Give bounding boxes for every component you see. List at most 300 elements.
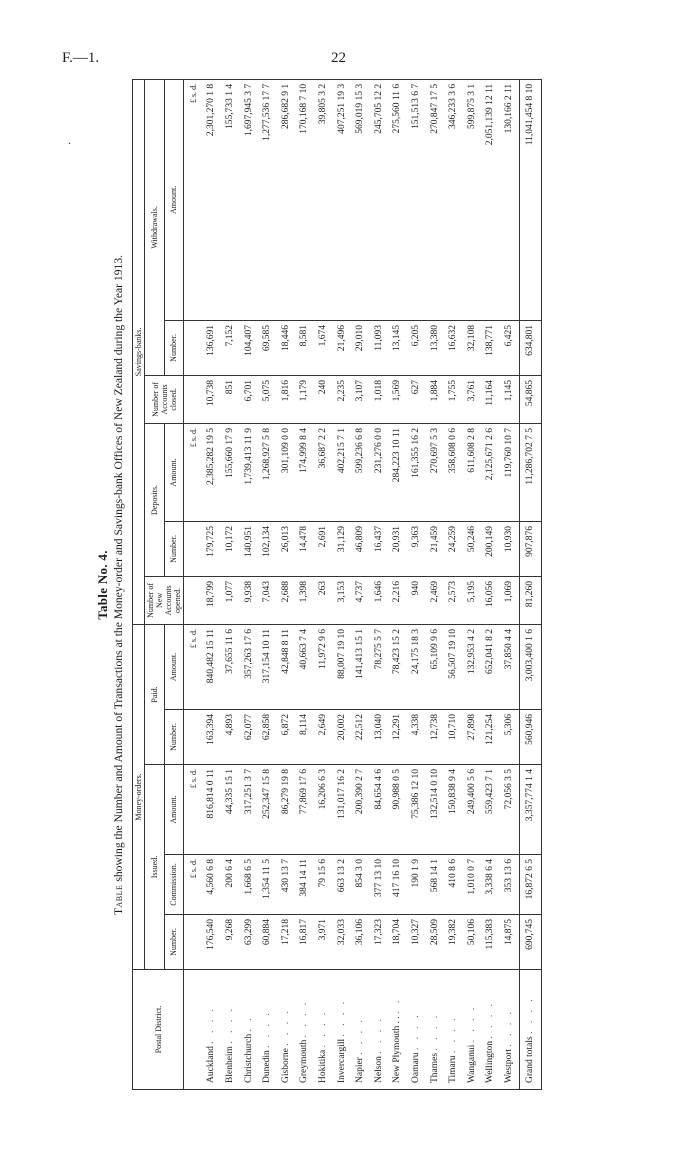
- new-accounts-cell: 16,056: [482, 576, 501, 624]
- withdrawals-number-cell: 69,585: [258, 320, 277, 375]
- currency-row: [184, 79, 203, 1089]
- district-cell: [519, 970, 541, 1090]
- district-cell: [389, 970, 408, 1090]
- withdrawals-amount-cell: 1,277,536 17 7: [258, 79, 277, 320]
- dot-leader: . . . .: [224, 1006, 235, 1044]
- issued-number-cell: 14,875: [500, 915, 519, 970]
- table-row: [240, 79, 259, 1089]
- paid-amount-cell: 3,003,400 1 6: [519, 624, 541, 709]
- paid-amount-cell: 652,041 8 2: [482, 624, 501, 709]
- withdrawals-amount-cell: 2,301,270 1 8: [203, 79, 222, 320]
- paid-number-cell: 12,291: [389, 710, 408, 765]
- district-name: Greymouth: [299, 1039, 310, 1083]
- issued-number-cell: 36,106: [351, 915, 370, 970]
- issued-amount-cell: 252,347 15 8: [258, 765, 277, 855]
- withdrawals-amount-cell: 1,697,945 3 7: [240, 79, 259, 320]
- deposits-number-cell: 20,931: [389, 521, 408, 576]
- deposits-number-cell: 102,134: [258, 521, 277, 576]
- district-cell: [370, 970, 389, 1090]
- issued-amount-cell: 44,335 15 1: [221, 765, 240, 855]
- paid-number-cell: 10,710: [444, 710, 463, 765]
- accounts-closed-cell: 5,075: [258, 375, 277, 423]
- rotated-table-block: [95, 80, 655, 1090]
- dot-leader: . . . .: [485, 1001, 496, 1039]
- district-cell: [277, 970, 296, 1090]
- district-name: Gisborne: [280, 1048, 291, 1083]
- accounts-closed-cell: 54,865: [519, 375, 541, 423]
- issued-number-cell: 9,268: [221, 915, 240, 970]
- new-accounts-cell: 1,069: [500, 576, 519, 624]
- table-row: [277, 79, 296, 1089]
- dot-leader: . . . .: [503, 1008, 514, 1047]
- dot-leader: . . . .: [355, 1017, 366, 1055]
- withdrawals-number-header: Number.: [164, 320, 184, 375]
- district-cell: [314, 970, 333, 1090]
- issued-commission-cell: 568 14 1: [426, 855, 445, 915]
- stray-mark: .: [68, 133, 71, 147]
- new-accounts-cell: 2,688: [277, 576, 296, 624]
- issued-amount-cell: 150,838 9 4: [444, 765, 463, 855]
- new-accounts-cell: 4,737: [351, 576, 370, 624]
- district-name: Timaru: [448, 1055, 459, 1083]
- paid-number-cell: 121,254: [482, 710, 501, 765]
- district-name: Wanganui: [466, 1044, 477, 1083]
- issued-commission-cell: 3,338 6 4: [482, 855, 501, 915]
- table-row: [351, 79, 370, 1089]
- withdrawals-amount-cell: 286,682 9 1: [277, 79, 296, 320]
- issued-commission-cell: 384 14 11: [296, 855, 315, 915]
- issued-commission-cell: 854 3 0: [351, 855, 370, 915]
- issued-amount-cell: 86,279 19 8: [277, 765, 296, 855]
- deposits-number-header: Number.: [164, 521, 184, 576]
- issued-number-cell: 17,218: [277, 915, 296, 970]
- district-name: Dunedin: [262, 1050, 273, 1083]
- accounts-closed-header: Number of Accounts closed.: [145, 375, 184, 423]
- dot-leader: . . . .: [524, 996, 535, 1034]
- dot-leader: . . . .: [466, 1004, 477, 1043]
- district-cell: [463, 970, 482, 1090]
- issued-number-cell: 115,383: [482, 915, 501, 970]
- table-row: [500, 79, 519, 1089]
- issued-commission-cell: 1,010 0 7: [463, 855, 482, 915]
- paid-number-cell: 163,394: [203, 710, 222, 765]
- district-name: Westport: [503, 1048, 514, 1083]
- accounts-closed-cell: 10,738: [203, 375, 222, 423]
- district-cell: [482, 970, 501, 1090]
- paid-header: Paid.: [145, 624, 165, 764]
- withdrawals-amount-cell: 155,733 1 4: [221, 79, 240, 320]
- withdrawals-amount-cell: 407,251 19 3: [333, 79, 352, 320]
- withdrawals-amount-cell: 151,513 6 7: [407, 79, 426, 320]
- deposits-number-cell: 46,809: [351, 521, 370, 576]
- postal-district-header: Postal District.: [133, 970, 184, 1090]
- paid-amount-cell: 132,953 4 2: [463, 624, 482, 709]
- district-cell: [500, 970, 519, 1090]
- withdrawals-number-cell: 8,581: [296, 320, 315, 375]
- withdrawals-number-cell: 138,771: [482, 320, 501, 375]
- deposits-number-cell: 179,725: [203, 521, 222, 576]
- paid-amount-cell: 141,413 15 1: [351, 624, 370, 709]
- paid-amount-cell: 357,263 17 6: [240, 624, 259, 709]
- accounts-closed-cell: 1,755: [444, 375, 463, 423]
- table-body: [184, 79, 542, 1089]
- deposits-amount-cell: 1,739,413 11 9: [240, 423, 259, 521]
- withdrawals-number-cell: 13,145: [389, 320, 408, 375]
- dot-leader: . .: [392, 997, 403, 1014]
- paid-number-cell: 2,649: [314, 710, 333, 765]
- issued-number-cell: 63,299: [240, 915, 259, 970]
- issued-commission-cell: 353 13 6: [500, 855, 519, 915]
- issued-amount-cell: 132,514 0 10: [426, 765, 445, 855]
- district-cell: [444, 970, 463, 1090]
- deposits-amount-cell: 36,687 2 2: [314, 423, 333, 521]
- issued-amount-cell: 816,814 0 11: [203, 765, 222, 855]
- issued-commission-header: Commission.: [164, 855, 184, 915]
- deposits-number-cell: 24,259: [444, 521, 463, 576]
- paid-amount-cell: 78,275 5 7: [370, 624, 389, 709]
- withdrawals-number-cell: 16,632: [444, 320, 463, 375]
- issued-commission-cell: 1,354 11 5: [258, 855, 277, 915]
- issued-commission-cell: 200 6 4: [221, 855, 240, 915]
- deposits-amount-cell: 1,268,927 5 8: [258, 423, 277, 521]
- paid-amount-cell: 840,482 15 11: [203, 624, 222, 709]
- withdrawals-number-cell: 1,674: [314, 320, 333, 375]
- paid-number-cell: 27,898: [463, 710, 482, 765]
- paid-amount-cell: 11,972 9 6: [314, 624, 333, 709]
- accounts-closed-cell: 3,761: [463, 375, 482, 423]
- withdrawals-number-cell: 6,205: [407, 320, 426, 375]
- withdrawals-number-cell: 634,801: [519, 320, 541, 375]
- table-row: [370, 79, 389, 1089]
- issued-commission-cell: 417 16 10: [389, 855, 408, 915]
- paid-number-cell: 4,893: [221, 710, 240, 765]
- withdrawals-amount-cell: 170,168 7 10: [296, 79, 315, 320]
- issued-number-cell: 18,704: [389, 915, 408, 970]
- deposits-amount-cell: 119,760 10 7: [500, 423, 519, 521]
- accounts-closed-cell: 1,179: [296, 375, 315, 423]
- issued-amount-header: Amount.: [164, 765, 184, 855]
- paid-amount-cell: 24,175 18 3: [407, 624, 426, 709]
- paid-number-cell: 5,306: [500, 710, 519, 765]
- issued-commission-cell: 190 1 9: [407, 855, 426, 915]
- withdrawals-header: Withdrawals.: [145, 79, 165, 375]
- deposits-amount-cell: 402,215 7 1: [333, 423, 352, 521]
- new-accounts-cell: 1,398: [296, 576, 315, 624]
- currency-unit-label: £ s. d.: [184, 855, 203, 915]
- table-row: [463, 79, 482, 1089]
- withdrawals-amount-header: Amount.: [164, 79, 184, 320]
- withdrawals-amount-cell: 39,805 3 2: [314, 79, 333, 320]
- table-row: [221, 79, 240, 1089]
- table-title-text: showing the Number and Amount of Transactions at the Money-order and Savings-bank Offices of New Zealand during the Year 1913.: [112, 254, 125, 882]
- withdrawals-number-cell: 29,010: [351, 320, 370, 375]
- district-cell: [351, 970, 370, 1090]
- paid-amount-cell: 42,848 8 11: [277, 624, 296, 709]
- paid-amount-cell: 56,507 19 10: [444, 624, 463, 709]
- paid-number-cell: 62,077: [240, 710, 259, 765]
- issued-commission-cell: 410 8 6: [444, 855, 463, 915]
- issued-amount-cell: 317,251 3 7: [240, 765, 259, 855]
- paid-amount-cell: 65,109 9 6: [426, 624, 445, 709]
- issued-number-cell: 50,106: [463, 915, 482, 970]
- dot-leader: . . . .: [373, 1016, 384, 1054]
- issued-amount-cell: 249,400 5 6: [463, 765, 482, 855]
- currency-unit-label: £ s. d.: [184, 765, 203, 855]
- table-row: [333, 79, 352, 1089]
- dot-leader: . . . .: [317, 1009, 328, 1048]
- table-caption: [95, 80, 127, 1090]
- deposits-number-cell: 200,149: [482, 521, 501, 576]
- paid-number-cell: 4,338: [407, 710, 426, 765]
- accounts-closed-cell: 11,164: [482, 375, 501, 423]
- issued-number-cell: 60,884: [258, 915, 277, 970]
- deposits-amount-cell: 174,999 8 4: [296, 423, 315, 521]
- withdrawals-amount-cell: 270,847 17 5: [426, 79, 445, 320]
- district-name: Napier: [355, 1057, 366, 1083]
- withdrawals-amount-cell: 569,019 15 3: [351, 79, 370, 320]
- paid-amount-cell: 37,850 4 4: [500, 624, 519, 709]
- deposits-number-cell: 26,013: [277, 521, 296, 576]
- withdrawals-number-cell: 136,691: [203, 320, 222, 375]
- district-name: Thames: [429, 1052, 440, 1083]
- issued-number-cell: 28,509: [426, 915, 445, 970]
- deposits-amount-cell: 358,608 0 6: [444, 423, 463, 521]
- deposits-number-cell: 31,129: [333, 521, 352, 576]
- issued-amount-cell: 131,017 16 2: [333, 765, 352, 855]
- paid-number-cell: 22,512: [351, 710, 370, 765]
- withdrawals-number-cell: 6,425: [500, 320, 519, 375]
- running-header-left: F.—1.: [62, 50, 100, 66]
- accounts-closed-cell: 1,018: [370, 375, 389, 423]
- new-accounts-cell: 2,216: [389, 576, 408, 624]
- new-accounts-cell: 2,469: [426, 576, 445, 624]
- deposits-amount-cell: 599,236 6 8: [351, 423, 370, 521]
- page-number: 22: [331, 50, 346, 66]
- deposits-header: Deposits.: [145, 423, 165, 576]
- accounts-closed-cell: 2,235: [333, 375, 352, 423]
- paid-amount-header: Amount.: [164, 624, 184, 709]
- district-cell: [221, 970, 240, 1090]
- issued-number-cell: 10,327: [407, 915, 426, 970]
- new-accounts-cell: 18,799: [203, 576, 222, 624]
- new-accounts-cell: 263: [314, 576, 333, 624]
- paid-number-cell: 62,858: [258, 710, 277, 765]
- deposits-amount-cell: 284,223 10 11: [389, 423, 408, 521]
- district-name: Blenheim: [224, 1046, 235, 1083]
- dot-leader: . . . .: [262, 1010, 273, 1048]
- issued-commission-cell: 16,872 6 5: [519, 855, 541, 915]
- issued-amount-cell: 16,206 6 3: [314, 765, 333, 855]
- currency-unit-label: £ s. d.: [184, 79, 203, 320]
- withdrawals-number-cell: 104,407: [240, 320, 259, 375]
- district-name: Hokitika: [317, 1049, 328, 1083]
- accounts-closed-cell: 627: [407, 375, 426, 423]
- table-row: [296, 79, 315, 1089]
- district-cell: [258, 970, 277, 1090]
- issued-commission-cell: 377 13 10: [370, 855, 389, 915]
- table-row: [407, 79, 426, 1089]
- district-name: New Plymouth . .: [392, 1016, 403, 1083]
- new-accounts-cell: 7,043: [258, 576, 277, 624]
- currency-unit-label: £ s. d.: [184, 423, 203, 521]
- issued-number-cell: 176,540: [203, 915, 222, 970]
- dot-leader: . . . .: [429, 1012, 440, 1051]
- paid-number-cell: 20,002: [333, 710, 352, 765]
- deposits-amount-cell: 2,125,671 2 6: [482, 423, 501, 521]
- deposits-amount-cell: 11,286,702 7 5: [519, 423, 541, 521]
- accounts-closed-cell: 1,569: [389, 375, 408, 423]
- district-cell: [296, 970, 315, 1090]
- withdrawals-amount-cell: 599,875 3 1: [463, 79, 482, 320]
- paid-number-cell: 6,872: [277, 710, 296, 765]
- table-row: [444, 79, 463, 1089]
- issued-header: Issued.: [145, 765, 165, 970]
- savings-banks-header: Savings-banks.: [133, 79, 145, 624]
- paid-amount-cell: 40,663 7 4: [296, 624, 315, 709]
- dot-leader: . . . .: [206, 1006, 217, 1044]
- new-accounts-cell: 1,646: [370, 576, 389, 624]
- issued-commission-cell: 663 13 2: [333, 855, 352, 915]
- deposits-amount-cell: 270,697 5 3: [426, 423, 445, 521]
- accounts-closed-cell: 1,145: [500, 375, 519, 423]
- deposits-amount-cell: 611,608 2 8: [463, 423, 482, 521]
- deposits-number-cell: 10,172: [221, 521, 240, 576]
- deposits-amount-cell: 161,355 16 2: [407, 423, 426, 521]
- district-cell: [407, 970, 426, 1090]
- withdrawals-number-cell: 18,446: [277, 320, 296, 375]
- withdrawals-amount-cell: 2,051,139 12 11: [482, 79, 501, 320]
- issued-amount-cell: 3,357,774 1 4: [519, 765, 541, 855]
- withdrawals-number-cell: 32,108: [463, 320, 482, 375]
- deposits-amount-cell: 155,660 17 9: [221, 423, 240, 521]
- issued-number-cell: 32,033: [333, 915, 352, 970]
- paid-number-cell: 8,114: [296, 710, 315, 765]
- new-accounts-cell: 2,573: [444, 576, 463, 624]
- deposits-number-cell: 2,691: [314, 521, 333, 576]
- district-cell: [203, 970, 222, 1090]
- paid-amount-cell: 88,007 19 10: [333, 624, 352, 709]
- district-name: Invercargill: [336, 1038, 347, 1083]
- accounts-closed-cell: 851: [221, 375, 240, 423]
- issued-amount-cell: 200,390 2 7: [351, 765, 370, 855]
- dot-leader: . . . .: [299, 999, 310, 1038]
- issued-number-cell: 690,745: [519, 915, 541, 970]
- issued-commission-cell: 4,560 6 8: [203, 855, 222, 915]
- new-accounts-cell: 3,153: [333, 576, 352, 624]
- deposits-number-cell: 9,363: [407, 521, 426, 576]
- table-row: [203, 79, 222, 1089]
- accounts-closed-cell: 6,701: [240, 375, 259, 423]
- accounts-closed-cell: 1,884: [426, 375, 445, 423]
- district-name: Nelson: [373, 1056, 384, 1083]
- dot-leader: . . . .: [336, 998, 347, 1037]
- issued-amount-cell: 559,423 7 1: [482, 765, 501, 855]
- deposits-amount-header: Amount.: [164, 423, 184, 521]
- deposits-number-cell: 21,459: [426, 521, 445, 576]
- table-number: Table No. 4.: [95, 550, 110, 620]
- withdrawals-amount-cell: 275,560 11 6: [389, 79, 408, 320]
- accounts-closed-cell: 3,107: [351, 375, 370, 423]
- paid-amount-cell: 78,423 15 2: [389, 624, 408, 709]
- paid-number-header: Number.: [164, 710, 184, 765]
- issued-amount-cell: 75,386 12 10: [407, 765, 426, 855]
- new-accounts-cell: 940: [407, 576, 426, 624]
- paid-amount-cell: 317,154 10 11: [258, 624, 277, 709]
- withdrawals-number-cell: 11,093: [370, 320, 389, 375]
- accounts-closed-cell: 240: [314, 375, 333, 423]
- district-name: Wellington: [485, 1041, 496, 1083]
- issued-commission-cell: 79 15 6: [314, 855, 333, 915]
- issued-number-cell: 17,323: [370, 915, 389, 970]
- withdrawals-number-cell: 21,496: [333, 320, 352, 375]
- deposits-number-cell: 14,478: [296, 521, 315, 576]
- table-row: [482, 79, 501, 1089]
- paid-number-cell: 12,738: [426, 710, 445, 765]
- district-name: Christchurch: [243, 1033, 254, 1083]
- new-accounts-cell: 1,077: [221, 576, 240, 624]
- dot-leader: . . . .: [448, 1015, 459, 1053]
- currency-unit-label: £ s. d.: [184, 624, 203, 709]
- deposits-number-cell: 50,246: [463, 521, 482, 576]
- district-cell: [426, 970, 445, 1090]
- table-title: [111, 80, 127, 1090]
- issued-commission-cell: 1,668 6 5: [240, 855, 259, 915]
- issued-commission-cell: 430 13 7: [277, 855, 296, 915]
- issued-amount-cell: 72,056 3 5: [500, 765, 519, 855]
- issued-number-header: Number.: [164, 915, 184, 970]
- money-orders-header: Money-orders.: [133, 624, 145, 969]
- table-row: [258, 79, 277, 1089]
- new-accounts-header: Number of New Accounts opened.: [145, 576, 184, 624]
- dot-leader: . . . .: [410, 1012, 421, 1051]
- district-name: Oamaru: [410, 1052, 421, 1083]
- transactions-table: [132, 79, 542, 1090]
- district-cell: [240, 970, 259, 1090]
- deposits-number-cell: 907,876: [519, 521, 541, 576]
- dot-leader: . . . .: [280, 1008, 291, 1046]
- deposits-amount-cell: 231,276 0 0: [370, 423, 389, 521]
- issued-number-cell: 3,971: [314, 915, 333, 970]
- new-accounts-cell: 81,260: [519, 576, 541, 624]
- deposits-number-cell: 10,930: [500, 521, 519, 576]
- withdrawals-number-cell: 7,152: [221, 320, 240, 375]
- deposits-amount-cell: 301,109 0 0: [277, 423, 296, 521]
- district-cell: [333, 970, 352, 1090]
- issued-number-cell: 16,817: [296, 915, 315, 970]
- withdrawals-amount-cell: 245,705 12 2: [370, 79, 389, 320]
- district-name: Auckland: [206, 1046, 217, 1083]
- district-name: Grand totals: [524, 1036, 535, 1083]
- paid-number-cell: 13,040: [370, 710, 389, 765]
- deposits-number-cell: 16,437: [370, 521, 389, 576]
- issued-amount-cell: 90,988 0 5: [389, 765, 408, 855]
- issued-amount-cell: 77,869 17 6: [296, 765, 315, 855]
- withdrawals-amount-cell: 346,233 3 6: [444, 79, 463, 320]
- deposits-amount-cell: 2,385,282 19 5: [203, 423, 222, 521]
- withdrawals-amount-cell: 130,166 2 11: [500, 79, 519, 320]
- accounts-closed-cell: 1,816: [277, 375, 296, 423]
- withdrawals-number-cell: 13,380: [426, 320, 445, 375]
- grand-totals-row: [519, 79, 541, 1089]
- paid-amount-cell: 37,655 11 6: [221, 624, 240, 709]
- table-row: [389, 79, 408, 1089]
- withdrawals-amount-cell: 11,041,454 8 10: [519, 79, 541, 320]
- table-row: [426, 79, 445, 1089]
- table-title-prefix: Table: [112, 884, 125, 916]
- issued-amount-cell: 84,654 4 6: [370, 765, 389, 855]
- table-row: [314, 79, 333, 1089]
- paid-number-cell: 560,946: [519, 710, 541, 765]
